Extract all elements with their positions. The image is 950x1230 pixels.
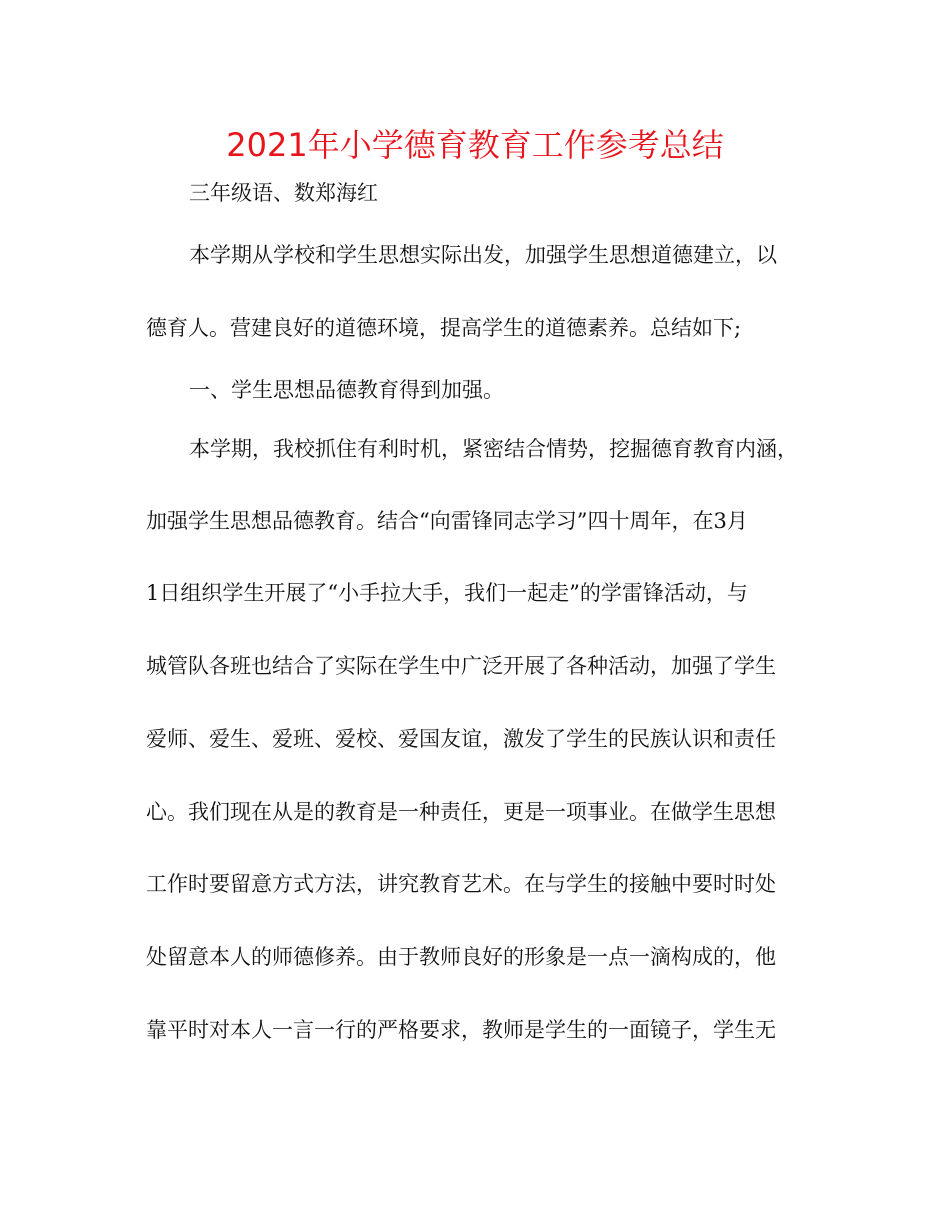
paragraph-line: 加强学生思想品德教育。结合“向雷锋同志学习”四十周年，在3月 [146, 509, 748, 533]
paragraph-line: 靠平时对本人一言一行的严格要求，教师是学生的一面镜子，学生无 [146, 1018, 776, 1042]
paragraph-line: 本学期从学校和学生思想实际出发，加强学生思想道德建立，以 [189, 243, 777, 267]
paragraph-line: 本学期，我校抓住有利时机，紧密结合情势，挖掘德育教育内涵， [189, 437, 798, 461]
paragraph-line: 心。我们现在从是的教育是一种责任，更是一项事业。在做学生思想 [146, 800, 776, 824]
document-title: 2021年小学德育教育工作参考总结 [226, 126, 724, 164]
paragraph-line: 工作时要留意方式方法，讲究教育艺术。在与学生的接触中要时时处 [146, 872, 776, 896]
paragraph-line: 处留意本人的师德修养。由于教师良好的形象是一点一滴构成的，他 [146, 945, 776, 969]
paragraph-line: 爱师、爱生、爱班、爱校、爱国友谊，激发了学生的民族认识和责任 [146, 727, 776, 751]
section-heading: 一、学生思想品德教育得到加强。 [189, 378, 504, 402]
paragraph-line: 城管队各班也结合了实际在学生中广泛开展了各种活动，加强了学生 [146, 654, 776, 678]
paragraph-line: 1日组织学生开展了“小手拉大手，我们一起走”的学雷锋活动，与 [146, 581, 748, 605]
paragraph-line: 德育人。营建良好的道德环境，提高学生的道德素养。总结如下; [146, 316, 742, 340]
author-line: 三年级语、数郑海红 [189, 181, 378, 205]
